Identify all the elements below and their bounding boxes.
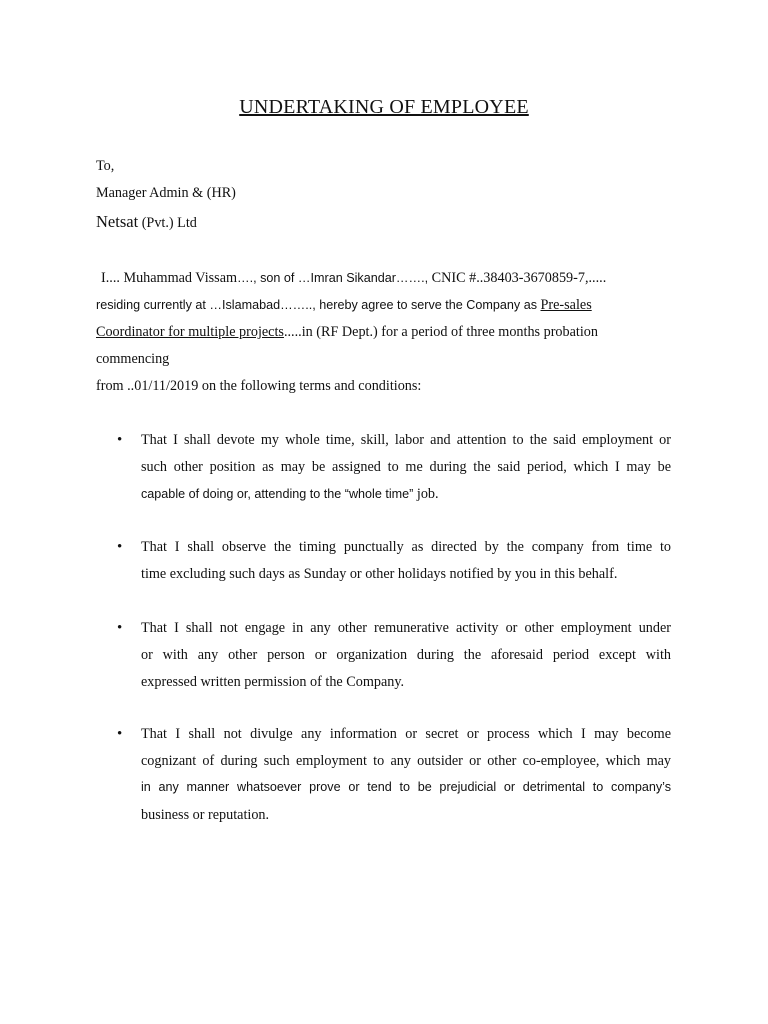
bullet-4: • [117,726,123,742]
agreement-text: hereby agree to serve the Company as [315,298,541,312]
cnic-number: CNIC #..38403-3670859-7,..... [428,270,607,286]
term-1-line-1: That I shall devote my whole time, skill, labor and attention to the said employment or [141,432,671,448]
term-2-line-1: That I shall observe the timing punctually as directed by the company from time to [141,539,671,555]
position-title-end: Coordinator for multiple projects [96,324,284,340]
term-4-line-2: cognizant of during such employment to any outsider or other co-employee, which may [141,753,671,769]
bullet-3: • [117,620,123,636]
department-probation: .....in (RF Dept.) for a period of three months probation [283,324,598,340]
salutation-to: To, [96,158,115,174]
intro-line-5: from ..01/11/2019 on the following terms and conditions: [96,378,422,394]
term-3-line-3: expressed written permission of the Company. [141,674,405,690]
intro-line-4: commencing [96,351,170,367]
term-1-line-3a: capable of doing or, attending to the “whole time” [141,487,414,501]
position-title-start: Pre-sales [540,297,592,313]
term-1-line-3b: job. [413,486,439,502]
term-4-line-4: business or reputation. [141,807,270,823]
company-suffix: (Pvt.) Ltd [138,215,197,231]
document-title: UNDERTAKING OF EMPLOYEE [239,96,529,118]
recipient-company [96,212,197,232]
employee-name: I.... Muhammad Vissam [101,270,238,286]
term-1-line-2: such other position as may be assigned to me during the said period, which I may be [141,459,671,475]
intro-line-3 [96,324,598,341]
bullet-2: • [117,539,123,555]
father-name: …., son of …Imran Sikandar……., [237,271,429,285]
bullet-1: • [117,432,123,448]
recipient-manager: Manager Admin & (HR) [96,185,236,201]
term-3-line-1: That I shall not engage in any other remunerative activity or other employment under [141,620,671,636]
term-4-line-3: in any manner whatsoever prove or tend to be prejudicial or detrimental to company’s [141,780,671,794]
company-name: Netsat [96,212,139,231]
term-2-line-2: time excluding such days as Sunday or other holidays notified by you in this behalf. [141,566,618,582]
residence: residing currently at …Islamabad…….., [96,298,316,312]
term-3-line-2: or with any other person or organization during the aforesaid period except with [141,647,671,663]
intro-line-1 [101,270,606,287]
intro-line-2 [96,297,592,314]
term-1-line-3 [141,486,671,503]
term-4-line-1: That I shall not divulge any information or secret or process which I may become [141,726,671,742]
